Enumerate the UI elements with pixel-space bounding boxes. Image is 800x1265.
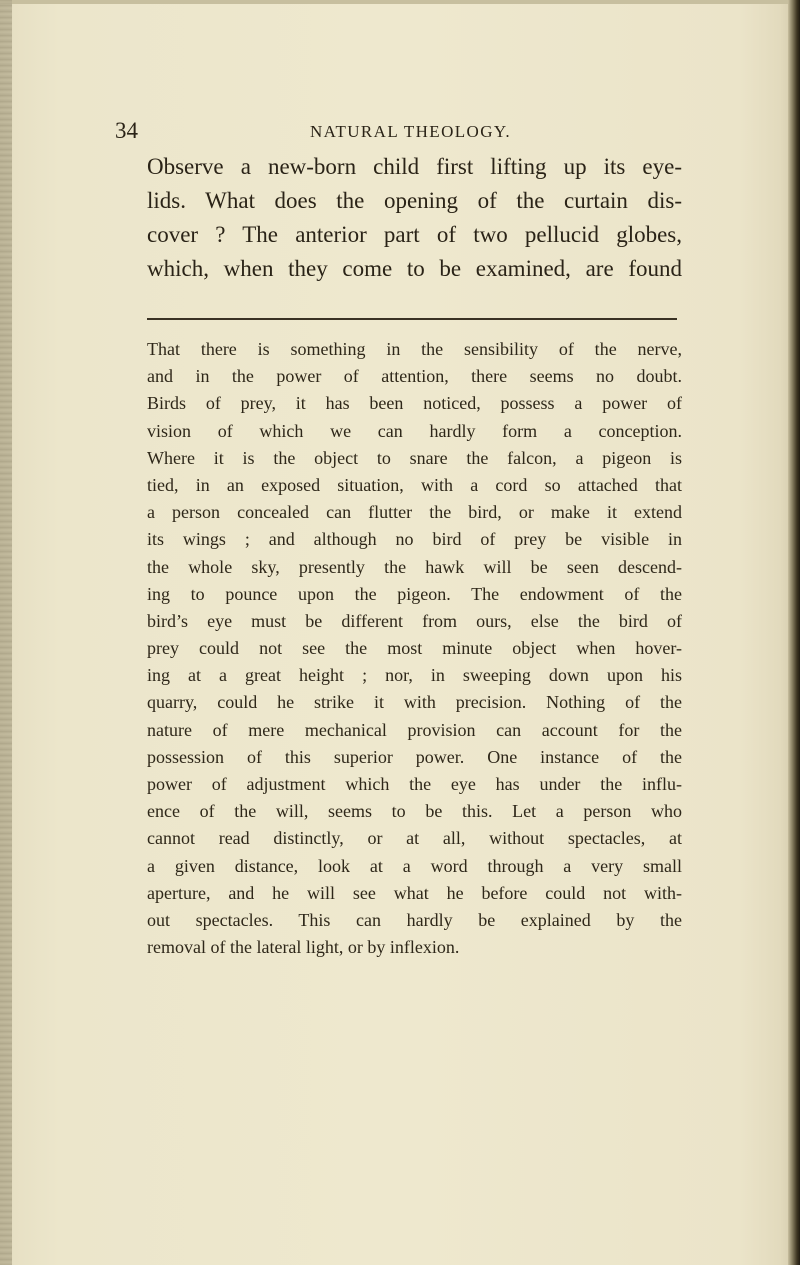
footnote-line: the whole sky, presently the hawk will be seen descend-	[147, 556, 682, 577]
footnote-line: bird’s eye must be different from ours, else the bird of	[147, 610, 682, 631]
footnote-line: Where it is the object to snare the falcon, a pigeon is	[147, 447, 682, 468]
footnote-line: cannot read distinctly, or at all, without spectacles, at	[147, 828, 682, 849]
footnote-line: ing at a great height ; nor, in sweeping down upon his	[147, 665, 682, 686]
footnote-line: removal of the lateral light, or by inflexion.	[147, 937, 460, 958]
footnote-divider	[147, 318, 677, 320]
page-number: 34	[115, 118, 138, 143]
footnote-line: That there is something in the sensibility of the nerve,	[147, 339, 682, 359]
footnote-line: Birds of prey, it has been noticed, possess a power of	[147, 393, 682, 414]
footnote-line: power of adjustment which the eye has under the influ-	[147, 774, 682, 794]
footnote-line: its wings ; and although no bird of prey be visible in	[147, 529, 682, 550]
footnote-line: a person concealed can flutter the bird, or make it extend	[147, 502, 682, 523]
footnote-line: aperture, and he will see what he before could not with-	[147, 882, 682, 903]
footnote-line: prey could not see the most minute object when hover-	[147, 638, 682, 659]
footnote-line: possession of this superior power. One instance of the	[147, 746, 682, 767]
page-left-edge	[0, 0, 12, 1265]
running-title: NATURAL THEOLOGY.	[310, 122, 512, 141]
main-text-line: Observe a new-born child first lifting up its eye-	[147, 154, 682, 179]
footnote-line: ing to pounce upon the pigeon. The endowment of the	[147, 583, 682, 604]
footnote-line: vision of which we can hardly form a conception.	[147, 420, 682, 441]
page-right-edge	[788, 0, 800, 1265]
main-text-line: cover ? The anterior part of two pellucid globes,	[147, 222, 682, 247]
footnote-line: nature of mere mechanical provision can account for the	[147, 719, 682, 740]
running-head	[115, 117, 755, 147]
footnote-line: ence of the will, seems to be this. Let a person who	[147, 801, 682, 822]
footnote	[147, 336, 682, 961]
footnote-line: a given distance, look at a word through a very small	[147, 855, 682, 876]
footnote-line: and in the power of attention, there seems no doubt.	[147, 366, 682, 387]
main-text-line: lids. What does the opening of the curtain dis-	[147, 188, 682, 213]
footnote-line: tied, in an exposed situation, with a cord so attached that	[147, 474, 682, 495]
footnote-line: out spectacles. This can hardly be explained by the	[147, 909, 682, 930]
main-text-line: which, when they come to be examined, are found	[147, 256, 682, 281]
main-text	[147, 150, 682, 286]
footnote-line: quarry, could he strike it with precision. Nothing of the	[147, 692, 682, 713]
page-top-edge	[0, 0, 800, 4]
